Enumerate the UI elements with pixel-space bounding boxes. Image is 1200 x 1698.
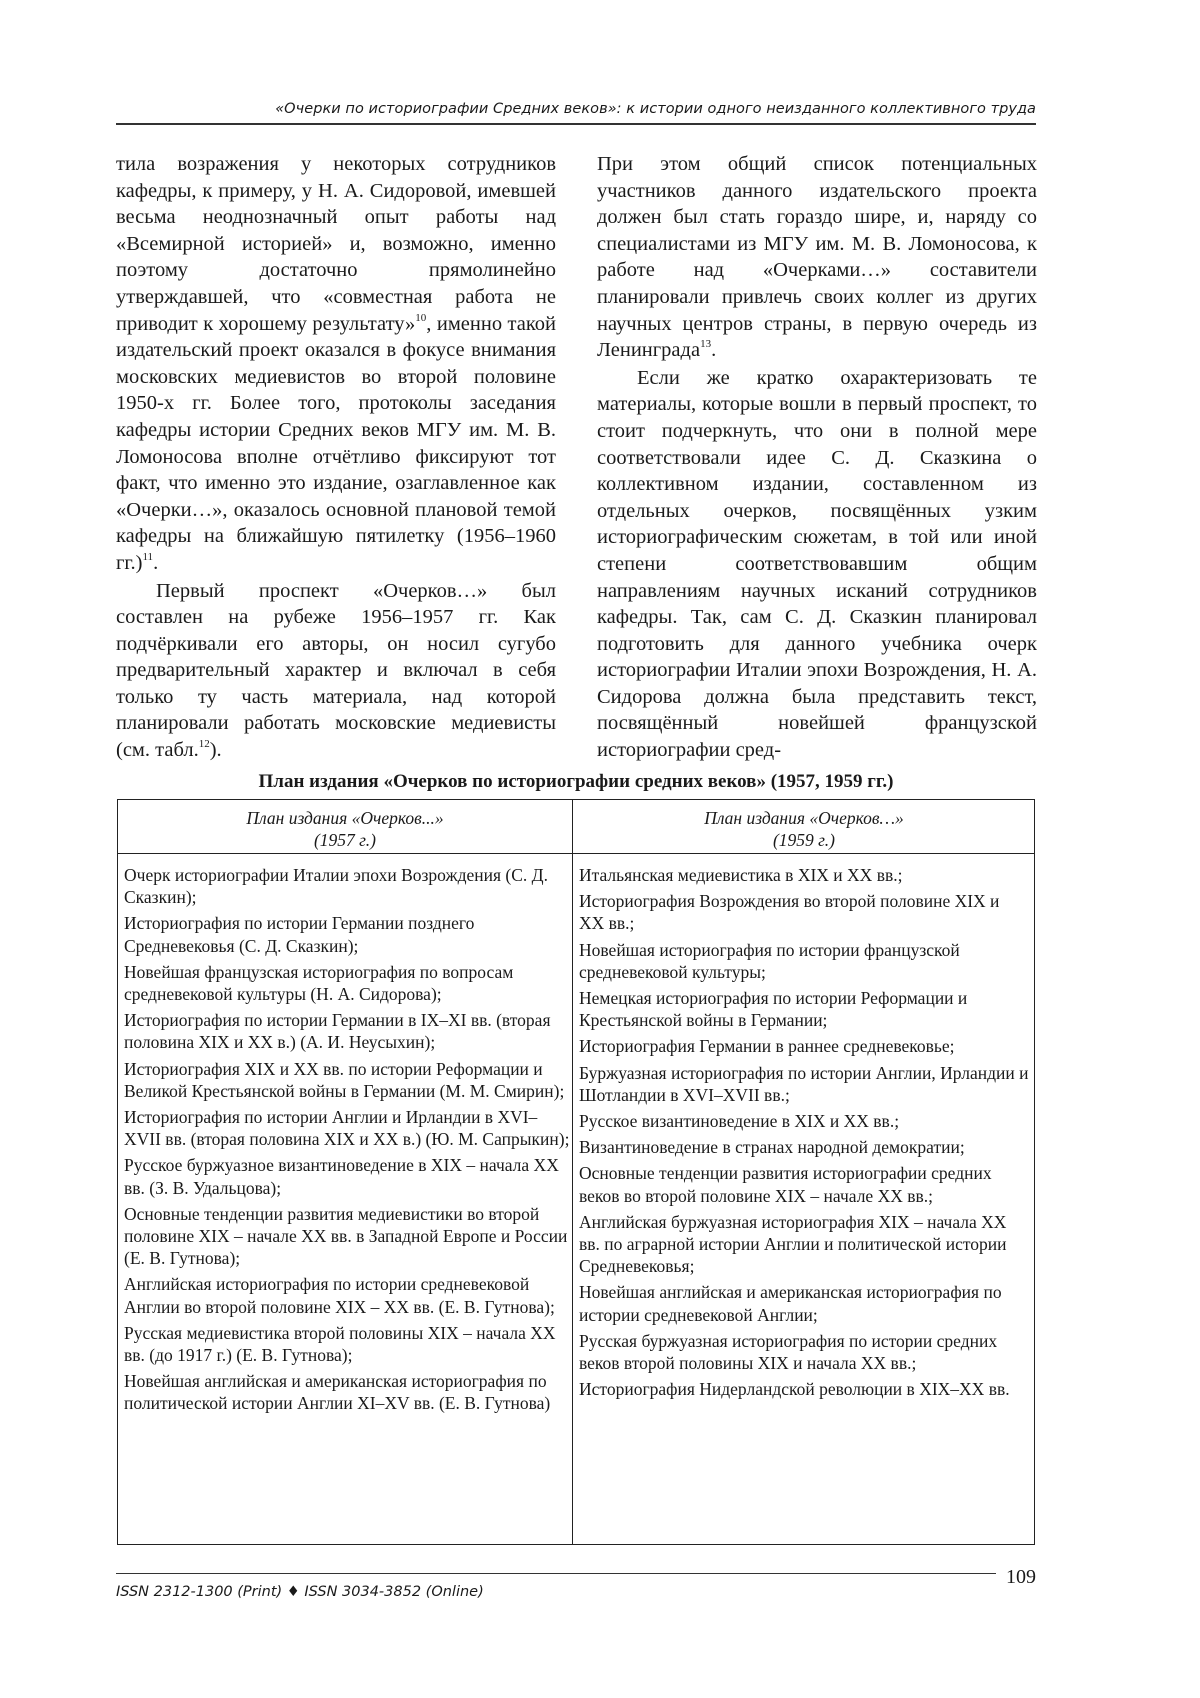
left-p1-text-b: , именно такой издательский проект оказался в фокусе внимания московских медиевистов во второй половине 1950-х гг. Более того, протоколы заседания кафедры истории Средних веков МГУ им. М. В. Ломоносова вполне отчётливо фиксируют тот факт, что именно это издание, озаглавленное как «Очерки…», оказалось основной плановой темой кафедры на ближайшую пятилетку (1956–1960 гг.): [116, 312, 556, 574]
footnote-ref-13[interactable]: 13: [700, 338, 712, 351]
plan-1957-item: Русское буржуазное византиноведение в XIX – начала XX вв. (З. В. Удальцова);: [124, 1155, 559, 1198]
footnote-ref-12[interactable]: 12: [198, 738, 210, 751]
plan-1959-item: Итальянская медиевистика в XIX и XX вв.;: [579, 865, 903, 885]
table-cell-1957: [124, 864, 570, 1419]
plan-1957-item: Английская историография по истории средневековой Англии во второй половине XIX – XX вв. (Е. В. Гутнова);: [124, 1274, 555, 1317]
plan-1957-item: Основные тенденции развития медиевистики во второй половине XIX – начале XX вв. в Западной Европе и России (Е. В. Гутнова);: [124, 1203, 568, 1269]
left-p2-text: Первый проспект «Очерков…» был составлен на рубеже 1956–1957 гг. Как подчёркивали его авторы, он носил сугубо предварительный характер и включал в себя только ту часть материала, над которой планировали работать московские медиевисты (см. табл.: [116, 579, 556, 762]
plan-1959-item: Историография Возрождения во второй половине XIX и XX вв.;: [579, 891, 1000, 934]
left-p2-text-b: ).: [209, 739, 222, 762]
footnote-ref-10[interactable]: 10: [415, 311, 427, 324]
plan-1959-item: Русское византиноведение в XIX и XX вв.;: [579, 1111, 900, 1132]
plan-1959-item: Немецкая историография по истории Реформации и Крестьянской войны в Германии;: [579, 988, 968, 1031]
right-p1-text: При этом общий список потенциальных участников данного издательского проекта должен был стать гораздо шире, и, наряду со специалистами из МГУ им. М. В. Ломоносова, к работе над «Очерками…» составители планировали привлечь своих коллег из других научных центров страны, в первую очередь из Ленинграда: [597, 153, 1037, 362]
table-header-1957: [118, 807, 572, 851]
plan-1957-item: Очерк историографии Италии эпохи Возрождения (С. Д. Сказкин);: [124, 865, 548, 908]
plan-1957-item: Новейшая французская историография по вопросам средневековой культуры (Н. А. Сидорова);: [124, 961, 514, 1005]
table-cell-1959: [579, 864, 1029, 1404]
plan-1959-item: Византиноведение в странах народной демократии;: [579, 1137, 965, 1158]
plan-1959-item: Новейшая историография по истории французской средневековой культуры;: [579, 939, 960, 982]
plan-1957-item: Историография по истории Германии позднего Средневековья (С. Д. Сказкин);: [124, 913, 475, 956]
plan-1957-item: Новейшая английская и американская историография по политической истории Англии XI–XV вв. (Е. В. Гутнова): [124, 1371, 551, 1414]
plan-1957-item: Историография XIX и XX вв. по истории Реформации и Великой Крестьянской войны в Германии (М. М. Смирин);: [124, 1058, 565, 1101]
plan-1957-item: Историография по истории Германии в IX–XI вв. (вторая половина XIX и XX в.) (А. И. Неусыхин);: [124, 1010, 551, 1053]
left-p1-text-c: .: [153, 551, 159, 574]
header-1959-line-1: План издания «Очерков…»: [704, 808, 904, 828]
right-paragraph-1: [597, 151, 1037, 364]
left-paragraph-1: [116, 151, 556, 577]
plan-1959-item: Историография Германии в раннее средневековье;: [579, 1036, 955, 1057]
header-1957-line-1: План издания «Очерков...»: [246, 808, 444, 828]
plan-table: [117, 799, 1035, 1545]
table-header-1959: [573, 807, 1035, 851]
right-p1-text-b: .: [711, 339, 717, 362]
header-1957-line-2: (1957 г.): [313, 830, 376, 850]
plan-1959-item: Русская буржуазная историография по истории средних веков второй половины XIX и начала XX вв.;: [579, 1330, 998, 1374]
footer-issn: ISSN 2312-1300 (Print) ♦ ISSN 3034-3852 (Online): [116, 1584, 484, 1600]
left-p1-text: тила возражения у некоторых сотрудников кафедры, к примеру, у Н. А. Сидоровой, имевшей весьма неоднозначный опыт работы над «Всемирной историей» и, возможно, именно поэтому достаточно прямолинейно утверждавшей, что «совместная работа не приводит к хорошему результату»: [116, 153, 556, 335]
header-rule: [116, 123, 1036, 125]
footer-rule: [116, 1573, 996, 1574]
footnote-ref-11[interactable]: 11: [142, 550, 154, 563]
page-number: 109: [1006, 1566, 1036, 1588]
right-paragraph-2: Если же кратко охарактеризовать те материалы, которые вошли в первый проспект, то стоит подчеркнуть, что они в полной мере соответствовали идее С. Д. Сказкина о коллективном издании, составленном из отдельных очерков, посвящённых узким историографическим сюжетам, в той или иной степени соответствовавшим общим направлениям научных исканий сотрудников кафедры. Так, сам С. Д. Сказкин планировал подготовить для данного учебника очерк историографии Италии эпохи Возрождения, Н. А. Сидорова должна была представить текст, посвящённый новейшей французской историографии сред-: [597, 366, 1037, 762]
plan-1957-item: Русская медиевистика второй половины XIX – начала XX вв. (до 1917 г.) (Е. В. Гутнова);: [124, 1322, 556, 1366]
left-column: [116, 151, 556, 764]
table-column-divider: [572, 800, 573, 1544]
header-1959-line-2: (1959 г.): [772, 830, 835, 850]
plan-1959-item: Историография Нидерландской революции в XIX–XX вв.: [579, 1379, 1010, 1400]
right-column: [597, 151, 1037, 764]
table-header-divider: [118, 853, 1034, 854]
plan-1957-item: Историография по истории Англии и Ирландии в XVI–XVII вв. (вторая половина XIX и XX в.) (Ю. М. Сапрыкин);: [124, 1107, 570, 1150]
left-paragraph-2: [116, 578, 556, 764]
plan-1959-item: Английская буржуазная историография XIX – начала XX вв. по аграрной истории Англии и политической истории Средневековья;: [579, 1211, 1007, 1277]
table-title: План издания «Очерков по историографии средних веков» (1957, 1959 гг.): [258, 771, 894, 792]
plan-1959-item: Буржуазная историография по истории Англии, Ирландии и Шотландии в XVI–XVII вв.;: [579, 1062, 1029, 1105]
running-header: «Очерки по историографии Средних веков»: к истории одного неизданного коллективного труда: [275, 101, 1036, 117]
plan-1959-item: Основные тенденции развития историографии средних веков во второй половине XIX – начале XX вв.;: [579, 1163, 992, 1206]
plan-1959-item: Новейшая английская и американская историография по истории средневековой Англии;: [579, 1282, 1002, 1325]
